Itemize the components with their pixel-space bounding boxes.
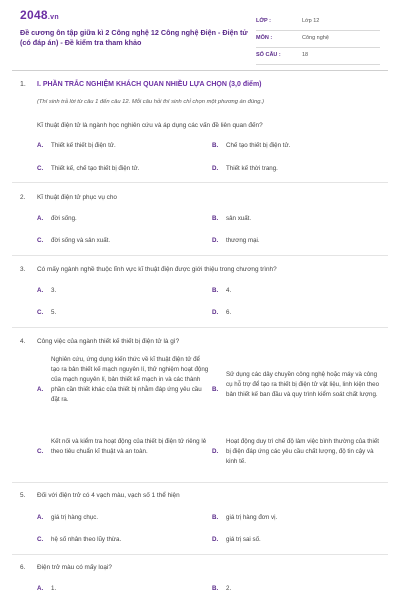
question-text: Công việc của ngành thiết kế thiết bị điện tử là gì? <box>37 338 180 345</box>
question-number: 5. <box>20 492 26 499</box>
meta-row-count <box>256 48 380 65</box>
question-text: Đối với điện trở có 4 vạch màu, vạch số 1 thể hiện <box>37 492 180 499</box>
divider <box>12 482 388 483</box>
question-number: 1. <box>20 81 26 88</box>
option-letter: D. <box>212 536 219 543</box>
option-letter: B. <box>212 386 219 393</box>
site-logo[interactable] <box>20 8 59 22</box>
meta-value: Công nghệ <box>302 35 329 41</box>
option-text: Chế tạo thiết bị điện tử. <box>226 142 291 149</box>
meta-label: MÔN : <box>256 35 273 41</box>
divider <box>12 255 388 256</box>
meta-row-class <box>256 14 380 31</box>
option-text: Thiết kế, chế tạo thiết bị điện tử. <box>51 165 140 172</box>
question-number: 6. <box>20 564 26 571</box>
question-text: Có mấy ngành nghề thuộc lĩnh vực kĩ thuật điện được giới thiệu trong chương trình? <box>37 266 277 273</box>
option-letter: B. <box>212 585 219 592</box>
option-letter: D. <box>212 237 219 244</box>
option-text: giá trị sai số. <box>226 536 261 543</box>
option-text: Hoạt động duy trì chế độ làm việc bình thường của thiết bị điện đáp ứng các yêu cầu chất lượng, độ tin cậy và kinh tế. <box>226 438 380 465</box>
option-text: sản xuất. <box>226 215 252 222</box>
option-letter: D. <box>212 448 219 455</box>
section-instruction: (Thí sinh trả lời từ câu 1 đến câu 12. Mỗi câu hỏi thí sinh chỉ chọn một phương án đúng.) <box>37 99 265 105</box>
document-title: Đề cương ôn tập giữa kì 2 Công nghệ 12 Công nghệ Điện - Điện tử (có đáp án) - Đề kiểm tra tham khảo <box>20 28 248 47</box>
option-letter: C. <box>37 237 44 244</box>
option-text: 3. <box>51 287 57 294</box>
divider <box>12 182 388 183</box>
question-number: 4. <box>20 338 26 345</box>
meta-value: 18 <box>302 52 309 58</box>
option-text: Kết nối và kiểm tra hoạt động của thiết bị điện tử riêng lẻ theo tiêu chuẩn kĩ thuật và an toàn. <box>51 438 207 455</box>
option-text: 1. <box>51 585 57 592</box>
document-header <box>20 6 380 68</box>
section-heading: I. PHẦN TRẮC NGHIỆM KHÁCH QUAN NHIỀU LỰA CHỌN (3,0 điểm) <box>37 81 262 88</box>
option-letter: A. <box>37 287 44 294</box>
question-text: Điện trở màu có mấy loại? <box>37 564 112 571</box>
option-text: Thiết kế thiết bị điện tử. <box>51 142 116 149</box>
option-text: Nghiên cứu, ứng dụng kiến thức về kĩ thuật điện tử để tạo ra bản thiết kế mạch nguyên lí, thử nghiệm hoạt động của mạch nguyên lí, bản thiết kế mạch in và các thành phần cần thiết khác của thiết bị nhằm đáp ứng yêu cầu đặt ra. <box>51 356 209 403</box>
divider <box>12 327 388 328</box>
option-text: giá trị hàng chục. <box>51 514 99 521</box>
option-letter: A. <box>37 142 44 149</box>
option-text: đời sống và sản xuất. <box>51 237 111 244</box>
meta-table <box>256 14 380 65</box>
meta-label: SỐ CÂU : <box>256 52 281 58</box>
meta-label: LỚP : <box>256 18 271 24</box>
option-d[interactable] <box>212 437 384 469</box>
option-text: thương mại. <box>226 237 260 244</box>
logo-suffix: .vn <box>47 14 59 21</box>
option-letter: C. <box>37 536 44 543</box>
option-letter: B. <box>212 142 219 149</box>
option-letter: B. <box>212 287 219 294</box>
option-text: hệ số nhân theo lũy thừa. <box>51 536 122 543</box>
option-text: 5. <box>51 309 57 316</box>
option-letter: D. <box>212 165 219 172</box>
divider <box>12 554 388 555</box>
option-text: 6. <box>226 309 232 316</box>
question-text: Kĩ thuật điện tử là ngành học nghiên cứu và áp dụng các vấn đề liên quan đến? <box>37 122 263 129</box>
option-letter: A. <box>37 215 44 222</box>
option-letter: D. <box>212 309 219 316</box>
option-letter: A. <box>37 386 44 393</box>
meta-row-subject <box>256 31 380 48</box>
option-letter: C. <box>37 448 44 455</box>
option-text: Sử dụng các dây chuyền công nghệ hoặc máy và công cụ hỗ trợ để tạo ra thiết bị điện tử vật liệu, linh kiện theo bản thiết kế ban đầu và quy trình kiểm soát chất lượng. <box>226 371 380 398</box>
option-text: giá trị hàng đơn vị. <box>226 514 278 521</box>
option-text: 2. <box>226 585 232 592</box>
logo-main: 2048 <box>20 8 48 22</box>
option-b[interactable] <box>212 370 384 412</box>
option-text: Thiết kế thời trang. <box>226 165 278 172</box>
option-text: 4. <box>226 287 232 294</box>
option-text: đời sống. <box>51 215 77 222</box>
option-letter: A. <box>37 585 44 592</box>
question-number: 2. <box>20 194 26 201</box>
option-letter: B. <box>212 514 219 521</box>
option-letter: C. <box>37 309 44 316</box>
divider <box>12 70 388 71</box>
question-number: 3. <box>20 266 26 273</box>
meta-value: Lớp 12 <box>302 18 320 24</box>
option-a[interactable] <box>37 355 209 425</box>
option-letter: C. <box>37 165 44 172</box>
option-c[interactable] <box>37 437 209 469</box>
option-letter: B. <box>212 215 219 222</box>
question-text: Kĩ thuật điện tử phục vụ cho <box>37 194 117 201</box>
option-letter: A. <box>37 514 44 521</box>
